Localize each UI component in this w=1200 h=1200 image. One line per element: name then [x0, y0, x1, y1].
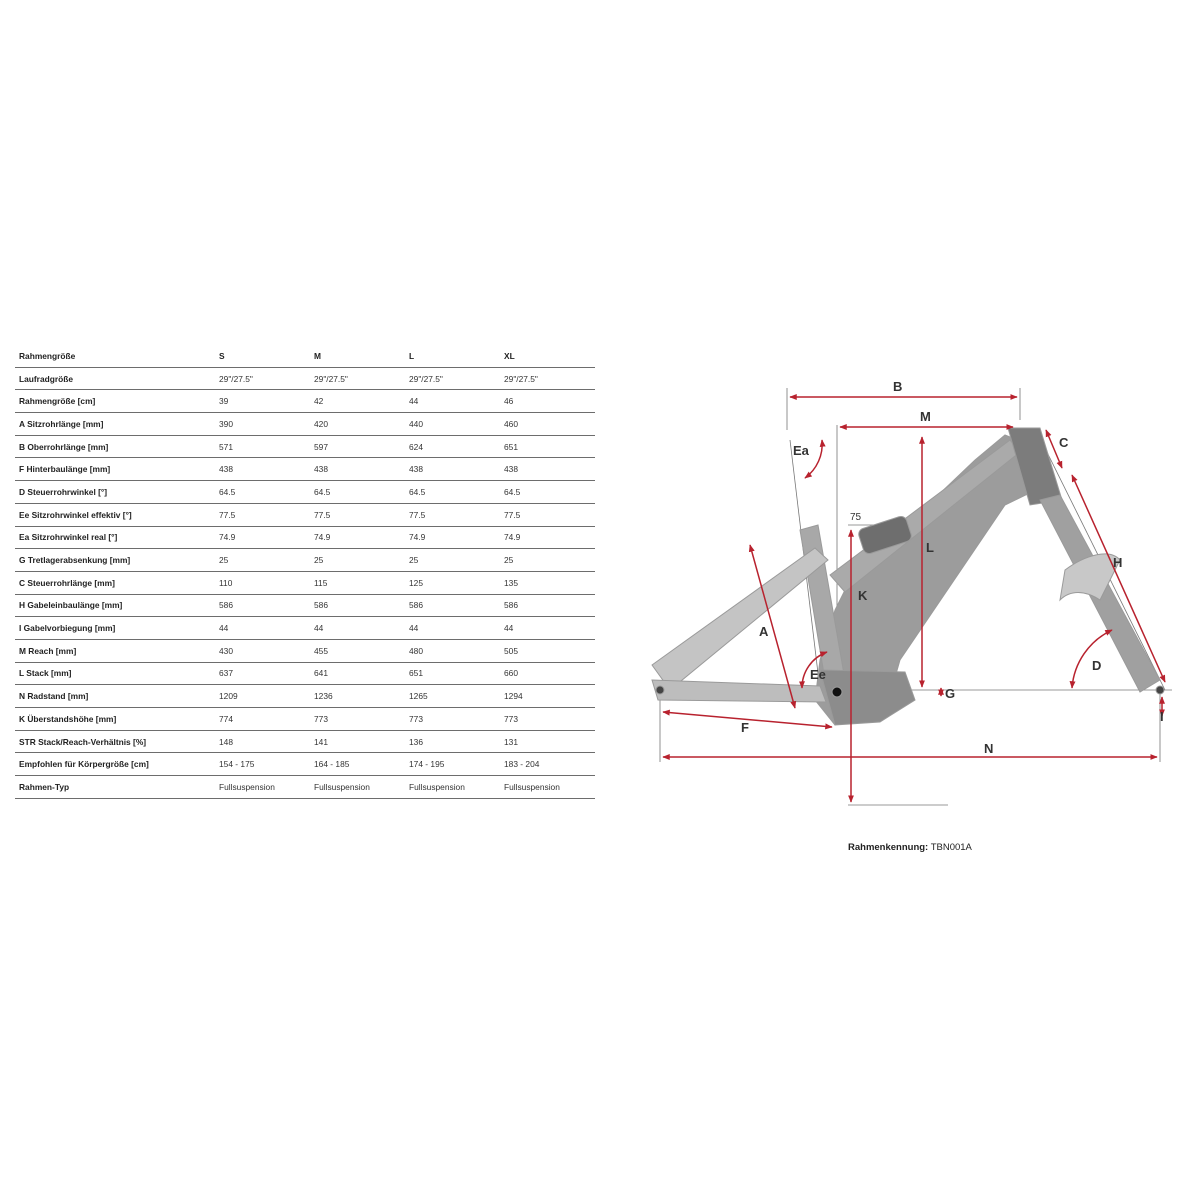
row-value: 44 [405, 390, 500, 413]
row-value: 624 [405, 435, 500, 458]
row-value: 1294 [500, 685, 595, 708]
row-value: 154 - 175 [215, 753, 310, 776]
row-label: F Hinterbaulänge [mm] [15, 458, 215, 481]
row-value: 77.5 [215, 503, 310, 526]
row-value: Fullsuspension [310, 776, 405, 799]
label-f: F [741, 720, 749, 735]
row-value: 164 - 185 [310, 753, 405, 776]
row-value: 773 [310, 708, 405, 731]
row-label: M Reach [mm] [15, 639, 215, 662]
row-label: G Tretlagerabsenkung [mm] [15, 549, 215, 572]
motor-housing [820, 670, 915, 725]
row-label: Ee Sitzrohrwinkel effektiv [°] [15, 503, 215, 526]
row-value: 42 [310, 390, 405, 413]
row-value: 46 [500, 390, 595, 413]
row-value: 480 [405, 639, 500, 662]
chain-stay [652, 680, 826, 702]
row-value: 651 [405, 662, 500, 685]
header-size-m: M [310, 345, 405, 367]
row-label: I Gabelvorbiegung [mm] [15, 617, 215, 640]
row-value: 420 [310, 413, 405, 436]
row-value: 39 [215, 390, 310, 413]
row-value: 125 [405, 571, 500, 594]
row-value: 77.5 [500, 503, 595, 526]
front-axle-point [1156, 686, 1164, 694]
row-label: L Stack [mm] [15, 662, 215, 685]
row-value: 460 [500, 413, 595, 436]
row-value: 29"/27.5" [215, 367, 310, 390]
row-label: Empfohlen für Körpergröße [cm] [15, 753, 215, 776]
row-value: 586 [215, 594, 310, 617]
row-value: 455 [310, 639, 405, 662]
label-b: B [893, 379, 903, 394]
label-seat-offset: 75 [850, 512, 862, 523]
row-value: 74.9 [405, 526, 500, 549]
row-value: 136 [405, 730, 500, 753]
row-value: 29"/27.5" [310, 367, 405, 390]
row-value: 44 [310, 617, 405, 640]
row-value: 505 [500, 639, 595, 662]
row-value: 115 [310, 571, 405, 594]
row-value: 586 [310, 594, 405, 617]
row-value: 586 [500, 594, 595, 617]
header-label: Rahmengröße [15, 345, 215, 367]
seat-stay [652, 548, 828, 690]
label-a: A [759, 624, 769, 639]
row-value: 773 [405, 708, 500, 731]
label-g: G [945, 686, 956, 701]
row-value: 44 [500, 617, 595, 640]
row-value: 571 [215, 435, 310, 458]
label-i: I [1160, 709, 1164, 724]
row-value: 74.9 [500, 526, 595, 549]
row-label: B Oberrohrlänge [mm] [15, 435, 215, 458]
row-value: 773 [500, 708, 595, 731]
row-value: Fullsuspension [215, 776, 310, 799]
row-value: 25 [215, 549, 310, 572]
row-value: 110 [215, 571, 310, 594]
row-value: 25 [405, 549, 500, 572]
row-value: 597 [310, 435, 405, 458]
row-label: Rahmengröße [cm] [15, 390, 215, 413]
row-value: Fullsuspension [500, 776, 595, 799]
row-value: 641 [310, 662, 405, 685]
label-c: C [1059, 435, 1069, 450]
row-value: 44 [215, 617, 310, 640]
label-d: D [1092, 658, 1102, 673]
row-label: H Gabeleinbaulänge [mm] [15, 594, 215, 617]
row-value: 183 - 204 [500, 753, 595, 776]
row-value: 29"/27.5" [500, 367, 595, 390]
row-value: 64.5 [405, 481, 500, 504]
row-value: 1209 [215, 685, 310, 708]
header-size-xl: XL [500, 345, 595, 367]
bottom-bracket-point [832, 687, 842, 697]
row-value: 774 [215, 708, 310, 731]
row-value: 64.5 [310, 481, 405, 504]
row-value: 74.9 [310, 526, 405, 549]
row-value: 77.5 [405, 503, 500, 526]
label-l: L [926, 540, 934, 555]
row-value: 651 [500, 435, 595, 458]
row-value: 174 - 195 [405, 753, 500, 776]
header-size-l: L [405, 345, 500, 367]
frame-identifier [848, 842, 972, 853]
row-value: 148 [215, 730, 310, 753]
row-value: 64.5 [500, 481, 595, 504]
row-value: 586 [405, 594, 500, 617]
row-value: 438 [405, 458, 500, 481]
bike-frame [652, 428, 1164, 725]
rear-axle-point [656, 686, 664, 694]
row-value: 141 [310, 730, 405, 753]
label-n: N [984, 741, 994, 756]
row-value: 637 [215, 662, 310, 685]
row-value: 438 [310, 458, 405, 481]
row-value: 438 [215, 458, 310, 481]
row-value: 135 [500, 571, 595, 594]
row-label: D Steuerrohrwinkel [°] [15, 481, 215, 504]
row-label: C Steuerrohrlänge [mm] [15, 571, 215, 594]
label-m: M [920, 409, 931, 424]
row-value: 438 [500, 458, 595, 481]
row-label: N Radstand [mm] [15, 685, 215, 708]
row-value: 440 [405, 413, 500, 436]
row-label: STR Stack/Reach-Verhältnis [%] [15, 730, 215, 753]
frame-id-key: Rahmenkennung: [848, 842, 929, 853]
label-ea: Ea [793, 443, 809, 458]
row-label: Ea Sitzrohrwinkel real [°] [15, 526, 215, 549]
label-h: H [1113, 555, 1123, 570]
row-value: 77.5 [310, 503, 405, 526]
row-value: 25 [310, 549, 405, 572]
row-value: 430 [215, 639, 310, 662]
frame-id-value: TBN001A [930, 842, 972, 853]
row-value: 44 [405, 617, 500, 640]
row-value: 390 [215, 413, 310, 436]
header-size-s: S [215, 345, 310, 367]
label-k: K [858, 588, 868, 603]
row-value: 131 [500, 730, 595, 753]
row-value: 660 [500, 662, 595, 685]
row-value: 74.9 [215, 526, 310, 549]
row-label: Laufradgröße [15, 367, 215, 390]
row-value: 29"/27.5" [405, 367, 500, 390]
row-label: A Sitzrohrlänge [mm] [15, 413, 215, 436]
label-ee: Ee [810, 667, 826, 682]
row-value: 25 [500, 549, 595, 572]
row-value: Fullsuspension [405, 776, 500, 799]
row-value: 1236 [310, 685, 405, 708]
row-value: 1265 [405, 685, 500, 708]
row-label: Rahmen-Typ [15, 776, 215, 799]
row-label: K Überstandshöhe [mm] [15, 708, 215, 731]
row-value: 64.5 [215, 481, 310, 504]
